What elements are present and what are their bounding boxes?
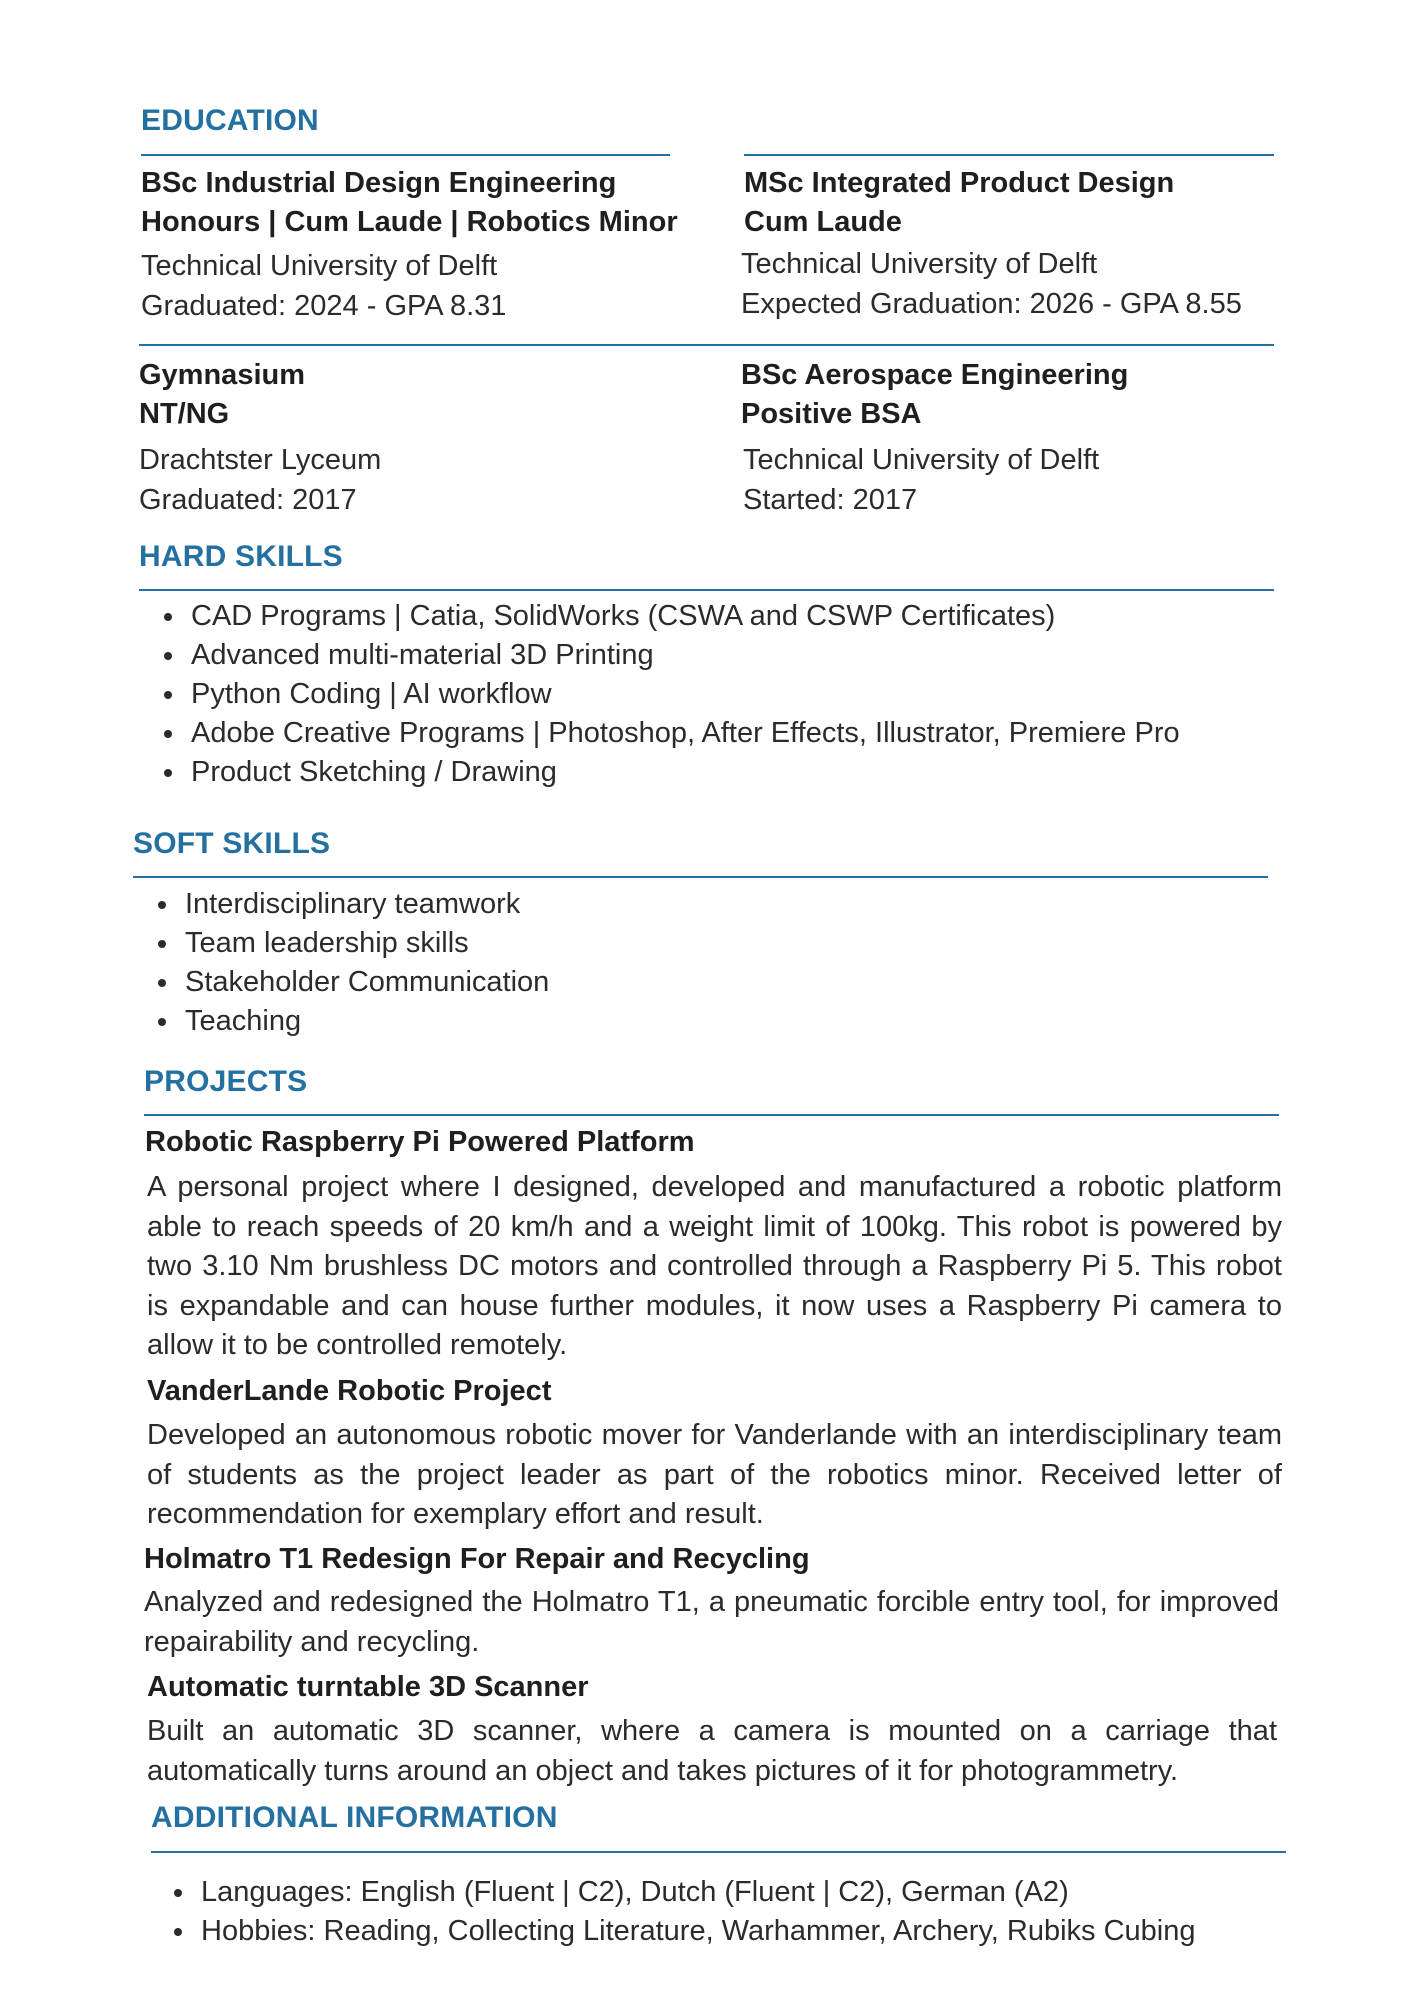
projects-rule bbox=[144, 1114, 1279, 1116]
list-item: • Interdisciplinary teamwork bbox=[181, 885, 1321, 924]
project-title: VanderLande Robotic Project bbox=[147, 1375, 552, 1407]
education-divider bbox=[139, 344, 1274, 346]
degree-title: Gymnasium bbox=[139, 359, 305, 391]
graduation-detail: Graduated: 2017 bbox=[139, 484, 357, 516]
institution: Drachtster Lyceum bbox=[139, 444, 382, 476]
degree-honours: Positive BSA bbox=[741, 398, 922, 430]
degree-title: BSc Industrial Design Engineering bbox=[141, 167, 617, 199]
degree-honours: Cum Laude bbox=[744, 206, 902, 238]
list-item: • Product Sketching / Drawing bbox=[187, 753, 1327, 792]
education-rule-left bbox=[141, 154, 670, 156]
graduation-detail: Expected Graduation: 2026 - GPA 8.55 bbox=[741, 288, 1242, 320]
project-description: Developed an autonomous robotic mover for Vanderlande with an interdisciplinary team of students as the project leader as part of the robotics minor. Received letter of recommendation for exemplary effort and result. bbox=[147, 1419, 1282, 1530]
list-item: • CAD Programs | Catia, SolidWorks (CSWA and CSWP Certificates) bbox=[187, 597, 1327, 636]
hard-skills-list bbox=[139, 597, 1327, 792]
hard-skills-rule bbox=[139, 589, 1274, 591]
degree-title: MSc Integrated Product Design bbox=[744, 167, 1175, 199]
list-item: • Hobbies: Reading, Collecting Literature, Warhammer, Archery, Rubiks Cubing bbox=[197, 1912, 1337, 1951]
project-description: A personal project where I designed, developed and manufactured a robotic platform able to reach speeds of 20 km/h and a weight limit of 100kg. This robot is powered by two 3.10 Nm brushless DC motors and controlled through a Raspberry Pi 5. This robot is expandable and can house further modules, it now uses a Raspberry Pi camera to allow it to be controlled remotely. bbox=[147, 1171, 1282, 1361]
education-entry bbox=[141, 164, 741, 326]
soft-skills-list bbox=[133, 885, 1321, 1041]
education-entry bbox=[741, 164, 1301, 324]
degree-title: BSc Aerospace Engineering bbox=[741, 359, 1129, 391]
degree-honours: NT/NG bbox=[139, 398, 230, 430]
graduation-detail: Started: 2017 bbox=[743, 484, 918, 516]
list-item: • Stakeholder Communication bbox=[181, 963, 1321, 1002]
graduation-detail: Graduated: 2024 - GPA 8.31 bbox=[141, 290, 507, 322]
list-item: • Teaching bbox=[181, 1002, 1321, 1041]
soft-skills-heading: SOFT SKILLS bbox=[133, 827, 331, 860]
list-item: • Advanced multi-material 3D Printing bbox=[187, 636, 1327, 675]
education-entry bbox=[139, 356, 739, 520]
project-title: Holmatro T1 Redesign For Repair and Recycling bbox=[144, 1543, 810, 1575]
institution: Technical University of Delft bbox=[741, 248, 1098, 280]
list-item: • Adobe Creative Programs | Photoshop, After Effects, Illustrator, Premiere Pro bbox=[187, 714, 1327, 753]
project-title: Automatic turntable 3D Scanner bbox=[147, 1671, 589, 1703]
project-title: Robotic Raspberry Pi Powered Platform bbox=[145, 1126, 695, 1158]
institution: Technical University of Delft bbox=[141, 250, 498, 282]
list-item: • Languages: English (Fluent | C2), Dutch (Fluent | C2), German (A2) bbox=[197, 1873, 1337, 1912]
list-item: • Python Coding | AI workflow bbox=[187, 675, 1327, 714]
hard-skills-heading: HARD SKILLS bbox=[139, 540, 343, 573]
education-rule-right bbox=[744, 154, 1274, 156]
education-entry bbox=[741, 356, 1301, 520]
list-item: • Team leadership skills bbox=[181, 924, 1321, 963]
project-description: Analyzed and redesigned the Holmatro T1, a pneumatic forcible entry tool, for improved repairability and recycling. bbox=[144, 1586, 1279, 1658]
institution: Technical University of Delft bbox=[743, 444, 1100, 476]
education-heading: EDUCATION bbox=[141, 104, 319, 137]
degree-honours: Honours | Cum Laude | Robotics Minor bbox=[141, 206, 678, 238]
projects-heading: PROJECTS bbox=[144, 1065, 308, 1098]
additional-info-rule bbox=[151, 1851, 1286, 1853]
project-description: Built an automatic 3D scanner, where a camera is mounted on a carriage that automatically turns around an object and takes pictures of it for photogrammetry. bbox=[147, 1715, 1277, 1787]
additional-info-heading: ADDITIONAL INFORMATION bbox=[151, 1801, 558, 1834]
additional-info-list bbox=[149, 1873, 1337, 1951]
soft-skills-rule bbox=[133, 876, 1268, 878]
